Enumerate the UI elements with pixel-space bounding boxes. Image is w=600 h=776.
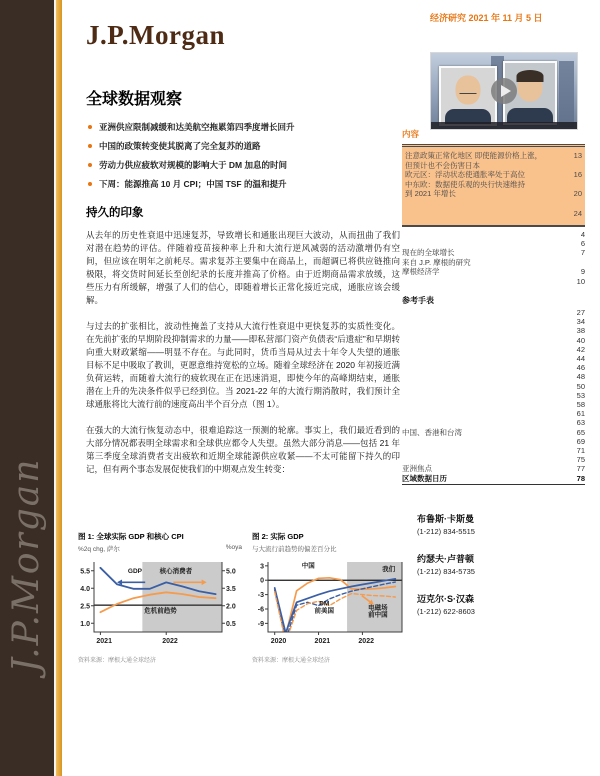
toc-entry-page: 65 xyxy=(576,427,585,437)
body-paragraph: 与过去的扩张相比，波动性掩盖了支持从大流行性衰退中更快复苏的实质性变化。在先前扩张的早期阶段抑制需求的力量——即私营部门资产负债表“后遗症”和早期转向重大财政紧缩——明显不存在。与此同时，货币当局从过去十年令人失望的通胀目标不足中吸取了教训，更愿意维持宽松的立场。随着全球经济在 2020 年初接近满负荷运转，而随着大流行的疲软现在正在迅速消退，即使今年的高峰期结束，通胀潜在上升的先决条件似乎已经到位。当 2021-22 年的大流行期消散时，我们预计全球通胀将比大流行前的速度高出半个百分点（图 1）。 xyxy=(86,321,400,409)
toc-entry-page: 34 xyxy=(576,317,585,327)
author-phone: (1-212) 622-8603 xyxy=(417,607,475,616)
svg-text:-6: -6 xyxy=(257,606,264,614)
chart-y-left-label: %2q chg, 萨尔 xyxy=(78,546,120,553)
toc-entry-page: 77 xyxy=(576,464,585,474)
charts-row xyxy=(78,531,400,664)
toc-entry-page: 27 xyxy=(576,308,585,317)
toc-entry-page: 7 xyxy=(580,248,585,258)
research-date-line: 经济研究 2021 年 11 月 5 日 xyxy=(430,13,543,23)
summary-bullet: 亚洲供应限制减缓和达美航空拖累第四季度增长回升 xyxy=(86,121,400,133)
toc-entry-page: 10 xyxy=(576,276,585,286)
svg-text:危机前趋势: 危机前趋势 xyxy=(144,607,177,615)
svg-text:2020: 2020 xyxy=(270,638,287,645)
toc-entry-page: 69 xyxy=(576,436,585,446)
svg-text:-9: -9 xyxy=(257,620,264,628)
svg-text:前美国: 前美国 xyxy=(314,607,335,615)
toc-entry-page: 71 xyxy=(576,446,585,456)
toc-entry-label: 中国、香港和台湾 xyxy=(402,427,462,437)
toc-entry[interactable] xyxy=(405,180,582,190)
svg-text:GDP: GDP xyxy=(127,568,143,576)
section-heading: 持久的印象 xyxy=(86,207,144,219)
svg-text:我们: 我们 xyxy=(382,566,396,574)
toc-entry[interactable] xyxy=(402,326,585,335)
toc-entry-page: 58 xyxy=(576,400,585,410)
brand-rail xyxy=(0,0,62,776)
svg-text:0.5: 0.5 xyxy=(226,620,236,628)
svg-text:2.0: 2.0 xyxy=(226,603,236,611)
author xyxy=(417,552,577,576)
author-name: 迈克尔·S·汉森 xyxy=(417,594,474,604)
summary-bullets xyxy=(86,121,400,190)
glasses-icon xyxy=(460,89,477,94)
svg-text:3: 3 xyxy=(260,563,264,571)
svg-text:2021: 2021 xyxy=(96,638,112,645)
chart-y-left-label: 与大流行前趋势的偏差百分比 xyxy=(252,546,337,553)
toc-entry-page: 61 xyxy=(576,409,585,419)
toc-entry[interactable] xyxy=(402,464,585,473)
toc-entry-page: 46 xyxy=(576,363,585,373)
toc-entry[interactable] xyxy=(402,258,585,267)
author-phone: (1-212) 834-5735 xyxy=(417,567,475,576)
toc-entry[interactable] xyxy=(402,382,585,391)
toc-entry-label: 注意政策正常化地区 即使能源价格上涨， xyxy=(405,151,543,160)
toc-entry[interactable] xyxy=(402,308,585,317)
author-name: 约瑟夫·卢普顿 xyxy=(417,554,474,564)
toc-entry-page: 13 xyxy=(573,151,582,160)
video-thumbnail[interactable] xyxy=(430,52,578,130)
body-paragraph: 在强大的大流行恢复动态中，很难追踪这一预测的轮廓。事实上，我们最近看到的大部分情况都表明全球需求和全球供应都令人失望。虽然大部分消息——包括 21 年第三季度全球消费者支出疲软和近期全球能源供应收紧——不太可能留下持久的印记，但有两个事态发展促使我们的中期观点发生转变： xyxy=(86,425,400,474)
toc-entry[interactable] xyxy=(402,372,585,381)
toc-entry[interactable] xyxy=(402,239,585,248)
author-name: 布鲁斯·卡斯曼 xyxy=(417,514,474,524)
table-of-contents xyxy=(402,128,585,485)
rail-gold-stripe xyxy=(56,0,62,776)
svg-text:-3: -3 xyxy=(257,592,264,600)
toc-entry-page: 16 xyxy=(573,170,582,180)
toc-entry-page: 44 xyxy=(576,354,585,364)
toc-entry-page: 42 xyxy=(576,344,585,354)
summary-bullet: 中国的政策转变使其脱离了完全复苏的道路 xyxy=(86,140,400,152)
toc-entry[interactable] xyxy=(402,277,585,286)
presenter-photo-left xyxy=(439,66,497,126)
page-title: 全球数据观察 xyxy=(86,91,183,108)
toc-entry[interactable] xyxy=(402,363,585,372)
svg-text:4.0: 4.0 xyxy=(80,585,90,593)
toc-entry-label: 现在的全球增长 xyxy=(402,248,455,258)
toc-entry-label: 摩根经济学 xyxy=(402,267,440,277)
svg-text:5.0: 5.0 xyxy=(226,568,236,576)
jpmorgan-script-logo: J.P.Morgan xyxy=(6,457,47,673)
svg-text:2022: 2022 xyxy=(358,638,374,645)
main-column xyxy=(78,86,400,664)
chart-source: 资料来源：摩根大通全球经济 xyxy=(252,658,331,664)
toc-entry-label: 亚洲焦点 xyxy=(402,464,432,474)
toc-entry-page: 38 xyxy=(576,326,585,336)
svg-text:DM: DM xyxy=(319,600,330,608)
svg-text:3.5: 3.5 xyxy=(226,585,236,593)
toc-entry-page: 4 xyxy=(580,229,585,239)
toc-entry[interactable] xyxy=(402,428,585,437)
toc-entry[interactable] xyxy=(402,446,585,455)
toc-entry[interactable] xyxy=(402,230,585,239)
chart-y-right-label: %oya xyxy=(225,544,242,551)
toc-entry[interactable] xyxy=(402,354,585,363)
toc-entry-page: 53 xyxy=(576,390,585,400)
toc-entry[interactable] xyxy=(402,418,585,427)
toc-entry[interactable] xyxy=(405,189,582,199)
svg-text:核心消费者: 核心消费者 xyxy=(159,568,193,576)
chart-title: 图 1: 全球实际 GDP 和核心 CPI xyxy=(78,532,184,541)
toc-entry[interactable] xyxy=(402,474,585,485)
toc-entry-label: 区域数据日历 xyxy=(402,473,447,483)
chart-plot xyxy=(252,554,416,654)
presenter-hair xyxy=(517,70,544,82)
author-phone: (1-212) 834-5515 xyxy=(417,527,475,536)
toc-section-list xyxy=(402,230,585,286)
author xyxy=(417,592,577,616)
toc-entry-label: 欧元区：浮动状态使通胀率处于高位 xyxy=(405,170,525,180)
toc-entry-page: 9 xyxy=(580,267,585,277)
toc-entry[interactable] xyxy=(402,391,585,400)
svg-text:2021: 2021 xyxy=(314,638,331,645)
toc-entry[interactable] xyxy=(405,151,582,161)
toc-entry-label: 到 2021 年增长 xyxy=(405,189,456,199)
toc-entry-page: 50 xyxy=(576,381,585,391)
svg-text:前中国: 前中国 xyxy=(368,611,388,619)
svg-text:5.5: 5.5 xyxy=(80,568,90,576)
summary-bullet: 劳动力供应疲软对规模的影响大于 DM 加息的时间 xyxy=(86,159,400,171)
toc-entry[interactable] xyxy=(402,336,585,345)
body-paragraph: 从去年的历史性衰退中迅速复苏，导致增长和通胀出现巨大波动，从而扭曲了我们对潜在趋势的评估。伴随着疫苗接种率上升和大流行逆风减弱的活动激增仍有空间，但应该在明年之前耗尽。需求复苏主要集中在商品上，而超调已将供应链推向极限，将交货时间延长至创纪录的长度并推高了价格。由于近期商品需求放缓，这些压力有所缓解，增强了人们的信心，即随着增长正常化接近完成，通胀应该会缓解。 xyxy=(86,230,400,305)
toc-highlight-box xyxy=(402,144,585,227)
toc-entry-label: 来自 J.P. 摩根的研究 xyxy=(402,257,471,267)
toc-entry[interactable] xyxy=(402,267,585,276)
chart-global-gdp-cpi xyxy=(78,531,242,664)
chart-source: 资料来源：摩根大通全球经济 xyxy=(78,658,157,664)
toc-entry[interactable] xyxy=(405,161,582,171)
toc-entry[interactable] xyxy=(402,409,585,418)
toc-entry[interactable] xyxy=(405,209,582,219)
jpmorgan-logo: J.P.Morgan xyxy=(86,20,225,50)
toc-entry-page: 63 xyxy=(576,418,585,428)
chart-plot xyxy=(78,554,242,654)
toc-entry-label: 中东欧：数据使乐观的央行快速维持 xyxy=(405,179,525,189)
author-block xyxy=(417,512,577,632)
toc-entry[interactable] xyxy=(402,437,585,446)
author xyxy=(417,512,577,536)
toc-entry-page: 78 xyxy=(576,473,585,483)
svg-text:2.5: 2.5 xyxy=(80,603,90,611)
toc-entry-page: 40 xyxy=(576,335,585,345)
toc-subheading: 参考手表 xyxy=(402,296,434,305)
toc-entry[interactable] xyxy=(402,400,585,409)
toc-entry-label: 但预计也不会伤害日本 xyxy=(405,160,480,170)
svg-text:中国: 中国 xyxy=(301,562,315,570)
chart-title: 图 2: 实际 GDP xyxy=(252,532,304,541)
toc-entry[interactable] xyxy=(405,170,582,180)
summary-bullet: 下周：能源推高 10 月 CPI；中国 TSF 的温和提升 xyxy=(86,178,400,190)
toc-entry-page: 48 xyxy=(576,372,585,382)
svg-text:0: 0 xyxy=(260,577,264,585)
toc-heading: 内容 xyxy=(402,129,420,139)
svg-text:2022: 2022 xyxy=(162,638,178,645)
toc-entry[interactable] xyxy=(402,317,585,326)
skyline-building xyxy=(559,61,574,127)
svg-text:1.0: 1.0 xyxy=(80,620,90,628)
toc-entry-page: 20 xyxy=(573,189,582,199)
toc-entry[interactable] xyxy=(402,248,585,257)
toc-page-list xyxy=(402,308,585,485)
chart-real-gdp-deviation xyxy=(252,531,416,664)
toc-entry-page: 24 xyxy=(573,208,582,218)
svg-text:电磁场: 电磁场 xyxy=(368,604,388,612)
play-icon[interactable] xyxy=(491,78,517,104)
toc-entry[interactable] xyxy=(402,345,585,354)
presenter-shoulders xyxy=(507,108,553,123)
toc-entry-page: 75 xyxy=(576,455,585,465)
toc-entry-page: 6 xyxy=(580,238,585,248)
